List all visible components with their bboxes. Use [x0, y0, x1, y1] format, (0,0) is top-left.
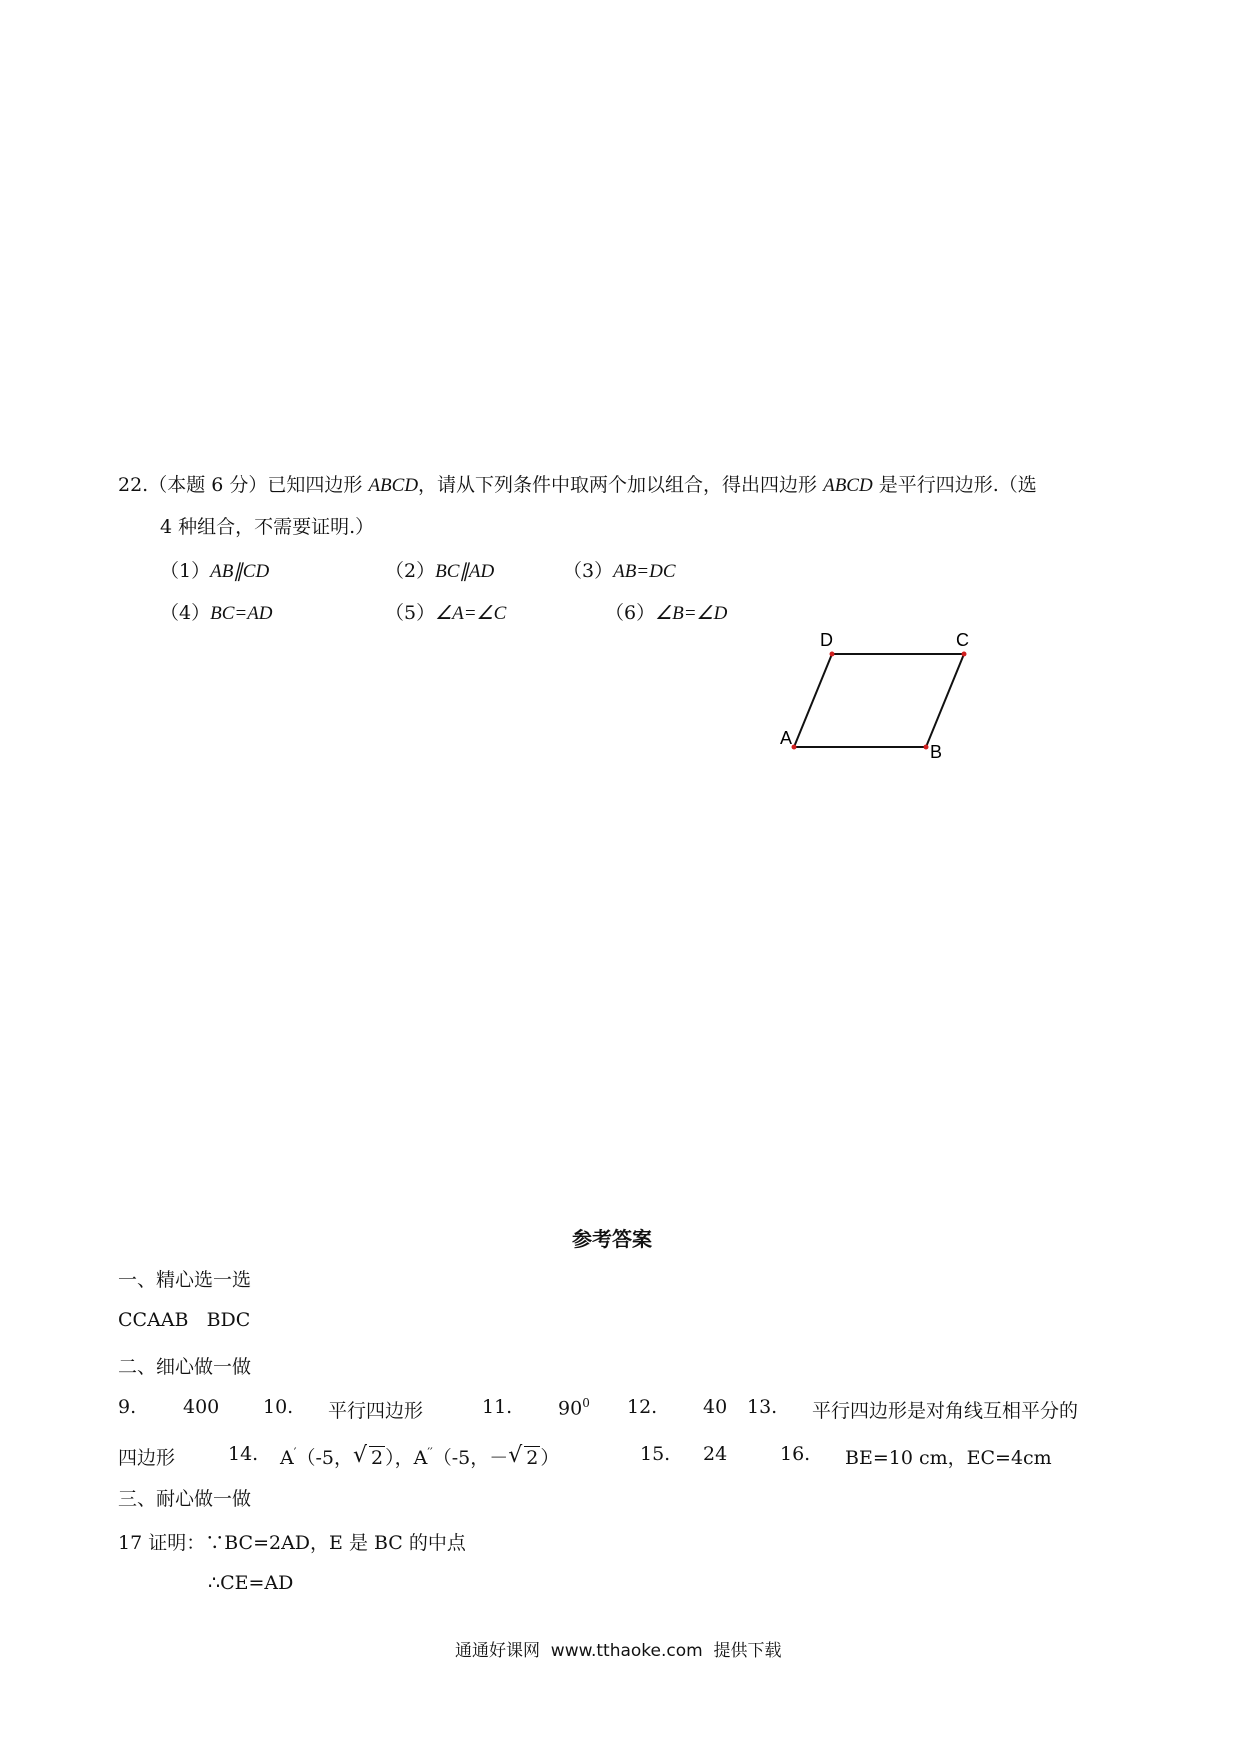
- answer-12-num: 12.: [627, 1396, 658, 1418]
- q22-line1: [118, 470, 1037, 497]
- answers-title: 参考答案: [572, 1227, 652, 1251]
- q22-line2: 4 种组合，不需要证明.）: [160, 516, 375, 538]
- answer-14-text: （-5，: [296, 1447, 353, 1469]
- answer-14-double-prime: ′′: [427, 1445, 433, 1460]
- condition-1: [160, 556, 269, 583]
- answer-11-value: 90: [558, 1397, 583, 1420]
- answer-14-text: A: [280, 1447, 294, 1469]
- label-a: A: [780, 728, 793, 748]
- sqrt-symbol: √ 2: [352, 1443, 384, 1469]
- answer-12: 40: [703, 1396, 728, 1418]
- condition-num: （3）: [563, 560, 614, 582]
- answer-13-num: 13.: [747, 1396, 778, 1418]
- answer-14-text: ），A: [385, 1447, 428, 1469]
- q17-proof-line1: 17 证明：∵BC=2AD，E 是 BC 的中点: [118, 1532, 466, 1554]
- sqrt-value: 2: [370, 1447, 384, 1469]
- condition-5: [385, 598, 506, 625]
- answer-15: 24: [703, 1443, 728, 1465]
- answer-14-text: （-5，－: [432, 1447, 509, 1469]
- condition-num: （6）: [605, 602, 656, 624]
- answer-14-num: 14.: [228, 1443, 259, 1465]
- answer-13-cont: 四边形: [118, 1447, 176, 1469]
- label-b: B: [930, 742, 943, 762]
- parallelogram-figure: [780, 622, 980, 772]
- answer-16-num: 16.: [780, 1443, 811, 1465]
- section3-heading: 三、耐心做一做: [118, 1488, 252, 1510]
- answer-10-num: 10.: [263, 1396, 294, 1418]
- answer-11-num: 11.: [482, 1396, 513, 1418]
- answer-9: 400: [183, 1396, 220, 1418]
- condition-expr: AB∥CD: [210, 561, 270, 582]
- answer-11-degree: 0: [582, 1396, 590, 1410]
- answer-13: 平行四边形是对角线互相平分的: [812, 1400, 1079, 1422]
- vertex-b: [924, 745, 929, 750]
- answer-11: [558, 1396, 590, 1419]
- q22-text: ，请从下列条件中取两个加以组合，得出四边形: [418, 474, 824, 496]
- label-d: D: [820, 630, 833, 650]
- vertex-a: [792, 745, 797, 750]
- condition-num: （2）: [385, 560, 436, 582]
- condition-expr: BC∥AD: [435, 561, 495, 582]
- answer-10: 平行四边形: [328, 1400, 424, 1422]
- parallelogram-shape: [794, 654, 964, 747]
- condition-expr: BC=AD: [210, 603, 273, 624]
- page-footer: 通通好课网 www.tthaoke.com 提供下载: [455, 1641, 782, 1661]
- condition-num: （4）: [160, 602, 211, 624]
- condition-4: [160, 598, 273, 625]
- answer-9-num: 9.: [118, 1396, 137, 1418]
- condition-expr: ∠A=∠C: [435, 603, 507, 624]
- vertex-d: [830, 652, 835, 657]
- sqrt-value: 2: [526, 1447, 539, 1469]
- q17-proof-line2: ∴CE=AD: [208, 1572, 294, 1594]
- answer-15-num: 15.: [640, 1443, 671, 1465]
- sqrt-symbol: √ 2: [508, 1443, 539, 1469]
- section1-answers: CCAAB BDC: [118, 1309, 251, 1331]
- q22-text: 22.（本题 6 分）已知四边形: [118, 474, 369, 496]
- answer-14-prime: ′: [293, 1445, 297, 1460]
- q22-text: 是平行四边形.（选: [872, 474, 1037, 496]
- label-c: C: [956, 630, 969, 650]
- section1-heading: 一、精心选一选: [118, 1269, 252, 1291]
- q22-abcd: ABCD: [823, 475, 873, 496]
- section2-heading: 二、细心做一做: [118, 1356, 252, 1378]
- q22-abcd: ABCD: [368, 475, 419, 496]
- condition-3: [563, 556, 676, 583]
- answer-14: [280, 1443, 559, 1470]
- condition-expr: ∠B=∠D: [655, 603, 728, 624]
- condition-6: [605, 598, 727, 625]
- answer-14-text: ）: [540, 1447, 560, 1469]
- answer-16: BE=10 cm，EC=4cm: [845, 1447, 1052, 1469]
- condition-num: （1）: [160, 560, 211, 582]
- vertex-c: [962, 652, 967, 657]
- condition-expr: AB=DC: [613, 561, 676, 582]
- condition-num: （5）: [385, 602, 436, 624]
- condition-2: [385, 556, 494, 583]
